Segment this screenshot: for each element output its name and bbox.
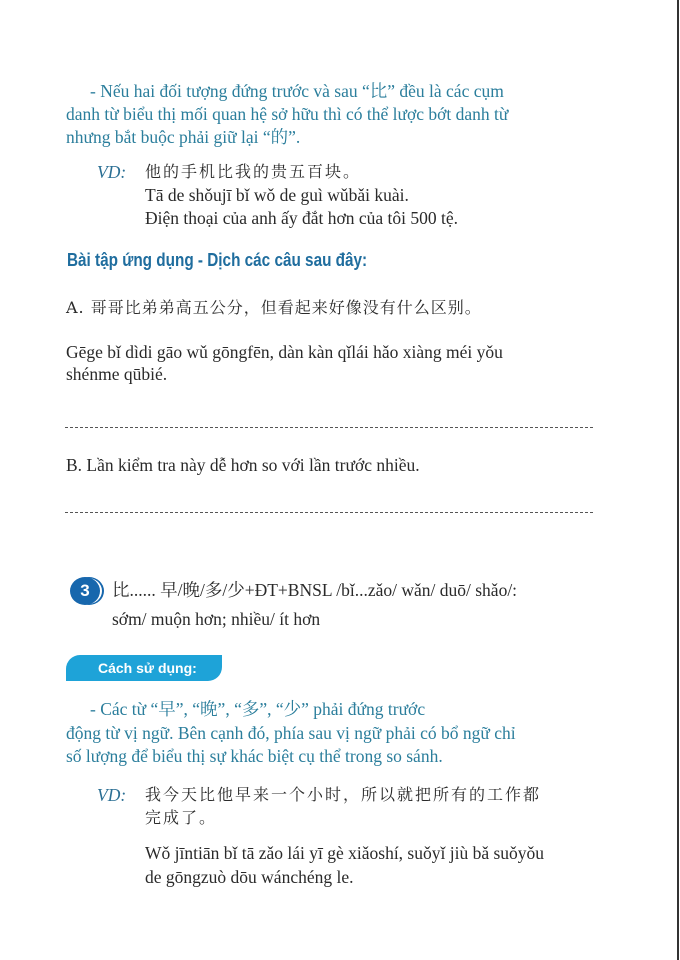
example-chinese: 我今天比他早来一个小时，所以就把所有的工作都 — [145, 785, 542, 804]
answer-line — [65, 427, 593, 428]
paragraph-line: động từ vị ngữ. Bên cạnh đó, phía sau vị ngữ phải có bổ ngữ chỉ — [66, 723, 516, 743]
example-chinese: 他的手机比我的贵五百块。 — [145, 162, 362, 181]
paragraph-line: số lượng để biểu thị sự khác biệt cụ thể trong so sánh. — [66, 746, 443, 766]
example-chinese: 完成了。 — [145, 808, 218, 827]
example-pinyin: Wǒ jīntiān bǐ tā zǎo lái yī gè xiǎoshí, suǒyǐ jiù bǎ suǒyǒu — [145, 843, 545, 863]
exercise-a-chinese: A. 哥哥比弟弟高五公分，但看起来好像没有什么区别。 — [66, 298, 482, 317]
answer-line — [65, 512, 593, 513]
exercise-a-pinyin: shénme qūbié. — [66, 364, 168, 384]
section-number-badge: 3 — [70, 577, 100, 605]
section-title: 比...... 早/晚/多/少+ĐT+BNSL /bǐ...zǎo/ wǎn/ duō/ shǎo/: — [112, 580, 518, 600]
exercise-heading: Bài tập ứng dụng - Dịch các câu sau đây: — [67, 250, 368, 270]
example-vietnamese: Điện thoại của anh ấy đắt hơn của tôi 500 tệ. — [145, 208, 458, 228]
paragraph-line: danh từ biểu thị mối quan hệ sở hữu thì có thể lược bớt danh từ — [66, 104, 509, 124]
section-title: sớm/ muộn hơn; nhiều/ ít hơn — [112, 609, 321, 629]
example-label: VD: — [97, 162, 127, 182]
example-label: VD: — [97, 785, 127, 805]
paragraph-line: nhưng bắt buộc phải giữ lại “的”. — [66, 127, 301, 147]
usage-badge: Cách sử dụng: — [66, 655, 222, 681]
example-pinyin: Tā de shǒujī bǐ wǒ de guì wǔbǎi kuài. — [145, 185, 409, 205]
exercise-a-pinyin: Gēge bǐ dìdi gāo wǔ gōngfēn, dàn kàn qǐlái hǎo xiàng méi yǒu — [66, 342, 503, 362]
paragraph-line: - Nếu hai đối tượng đứng trước và sau “比” đều là các cụm — [90, 81, 504, 101]
example-pinyin: de gōngzuò dōu wánchéng le. — [145, 867, 354, 887]
exercise-b: B. Lần kiểm tra này dễ hơn so với lần trước nhiều. — [66, 455, 420, 475]
page-edge — [677, 0, 679, 960]
paragraph-line: - Các từ “早”, “晚”, “多”, “少” phải đứng trước — [90, 699, 426, 719]
